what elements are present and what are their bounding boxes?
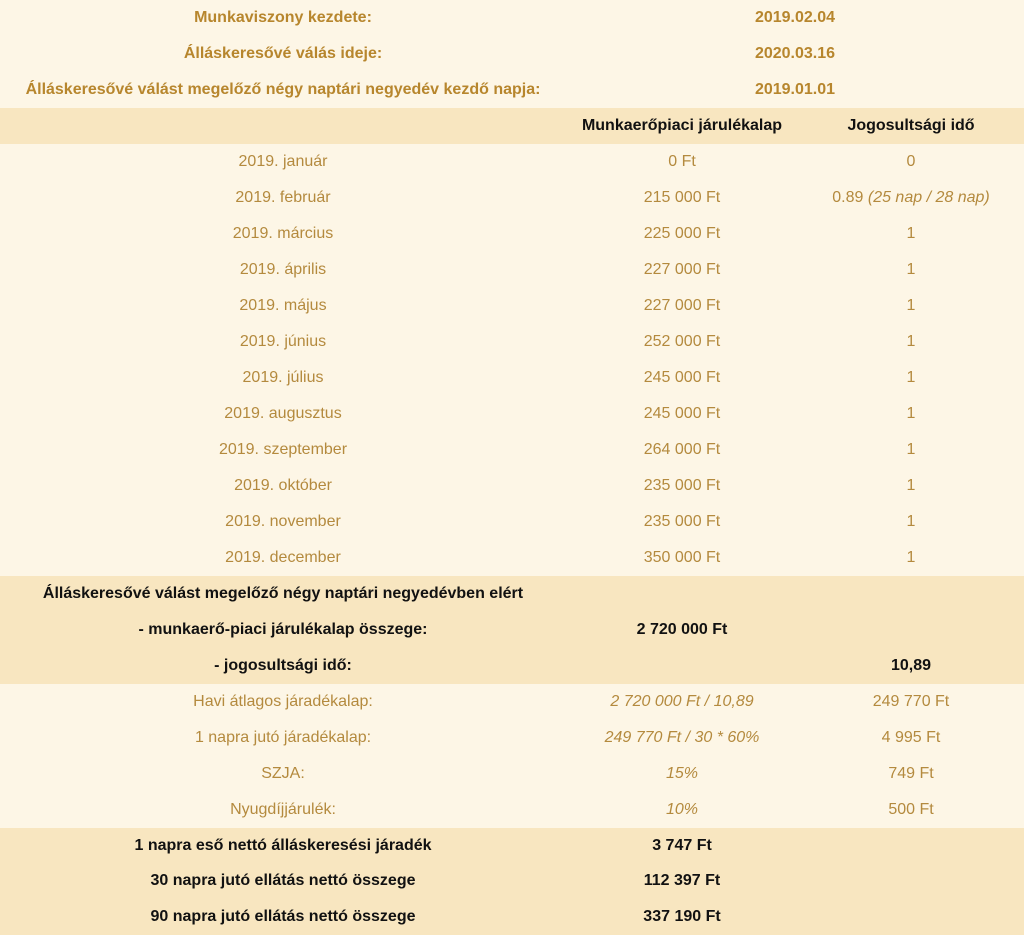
calc-label: Nyugdíjjárulék: — [230, 801, 336, 818]
month-cell: 2019. április — [239, 261, 327, 278]
calc-label: Havi átlagos járadékalap: — [193, 693, 373, 710]
calc-formula: 2 720 000 Ft / 10,89 — [610, 693, 754, 710]
summary-entitlement-row — [0, 648, 1024, 684]
month-cell: 2019. március — [232, 225, 334, 242]
final-value: 3 747 Ft — [652, 836, 712, 854]
entitlement-cell — [798, 360, 1024, 396]
table-row — [0, 540, 1024, 576]
entitlement-cell — [798, 540, 1024, 576]
amount-cell: 215 000 Ft — [643, 189, 721, 206]
entitlement-value: 1 — [906, 477, 916, 494]
entitlement-value: 1 — [906, 225, 916, 242]
summary-heading-row — [0, 576, 1024, 612]
amount-cell: 245 000 Ft — [643, 405, 721, 422]
entitlement-cell — [798, 324, 1024, 360]
amount-cell: 350 000 Ft — [643, 549, 721, 566]
month-cell: 2019. május — [239, 297, 327, 314]
summary-entitlement-label: - jogosultsági idő: — [214, 657, 352, 674]
entitlement-value: 1 — [906, 549, 916, 566]
amount-cell: 227 000 Ft — [643, 261, 721, 278]
table-row — [0, 252, 1024, 288]
month-cell: 2019. január — [238, 153, 328, 170]
header-row-quarter-start — [0, 72, 1024, 108]
calc-result: 749 Ft — [888, 765, 934, 782]
table-row — [0, 144, 1024, 180]
entitlement-value: 1 — [906, 405, 916, 422]
table-row — [0, 288, 1024, 324]
calc-formula: 10% — [665, 801, 699, 818]
entitlement-cell — [798, 144, 1024, 180]
header-label: Álláskeresővé válás ideje: — [183, 45, 383, 62]
summary-contribution-row — [0, 612, 1024, 648]
amount-cell: 227 000 Ft — [643, 297, 721, 314]
column-header-row — [0, 108, 1024, 144]
header-label: Munkaviszony kezdete: — [194, 9, 372, 26]
calc-result: 4 995 Ft — [881, 729, 941, 746]
table-row — [0, 360, 1024, 396]
amount-cell: 235 000 Ft — [643, 477, 721, 494]
final-row-daily — [0, 828, 1024, 864]
final-row-90-days — [0, 899, 1024, 935]
month-cell: 2019. augusztus — [224, 405, 342, 422]
table-row — [0, 504, 1024, 540]
header-label: Álláskeresővé válást megelőző négy naptári negyedév kezdő napja: — [25, 81, 541, 98]
final-label: 1 napra eső nettó álláskeresési járadék — [134, 836, 432, 854]
entitlement-cell — [798, 180, 1024, 216]
entitlement-cell — [798, 216, 1024, 252]
table-row — [0, 396, 1024, 432]
final-row-30-days — [0, 864, 1024, 900]
calc-formula: 15% — [665, 765, 699, 782]
summary-contribution-label: - munkaerő-piaci járulékalap összege: — [138, 621, 428, 638]
header-row-employment-start — [0, 0, 1024, 36]
final-label: 90 napra jutó ellátás nettó összege — [150, 907, 416, 925]
header-value: 2019.01.01 — [754, 81, 836, 98]
calc-label: SZJA: — [261, 765, 305, 782]
header-row-jobseeker-date — [0, 36, 1024, 72]
calc-label: 1 napra jutó járadékalap: — [194, 729, 372, 746]
table-row — [0, 468, 1024, 504]
summary-contribution-value: 2 720 000 Ft — [636, 621, 728, 638]
calculation-row — [0, 720, 1024, 756]
table-row — [0, 216, 1024, 252]
calc-result: 500 Ft — [888, 801, 934, 818]
summary-heading: Álláskeresővé válást megelőző négy naptári negyedévben elért — [42, 585, 524, 602]
month-cell: 2019. szeptember — [218, 441, 348, 458]
month-cell: 2019. október — [234, 477, 332, 494]
column-header-entitlement: Jogosultsági idő — [847, 117, 975, 134]
calc-formula: 249 770 Ft / 30 * 60% — [604, 729, 760, 746]
entitlement-cell — [798, 252, 1024, 288]
column-header-contribution: Munkaerőpiaci járulékalap — [581, 117, 783, 134]
entitlement-cell — [798, 468, 1024, 504]
entitlement-cell — [798, 504, 1024, 540]
entitlement-value: 1 — [906, 261, 916, 278]
summary-entitlement-value: 10,89 — [890, 657, 932, 674]
entitlement-value: 1 — [906, 297, 916, 314]
amount-cell: 252 000 Ft — [643, 333, 721, 350]
entitlement-value: 0.89 — [832, 189, 864, 206]
month-cell: 2019. február — [235, 189, 331, 206]
entitlement-value: 1 — [906, 369, 916, 386]
calc-result: 249 770 Ft — [872, 693, 950, 710]
table-row — [0, 324, 1024, 360]
amount-cell: 225 000 Ft — [643, 225, 721, 242]
calculation-row — [0, 792, 1024, 828]
entitlement-cell — [798, 396, 1024, 432]
final-label: 30 napra jutó ellátás nettó összege — [150, 872, 416, 890]
column-header-empty — [0, 108, 566, 144]
entitlement-value: 1 — [906, 441, 916, 458]
entitlement-value: 0 — [906, 153, 916, 170]
month-cell: 2019. november — [225, 513, 341, 530]
month-cell: 2019. június — [239, 333, 327, 350]
table-row — [0, 180, 1024, 216]
entitlement-cell — [798, 288, 1024, 324]
calculation-row — [0, 684, 1024, 720]
calculation-row — [0, 756, 1024, 792]
amount-cell: 245 000 Ft — [643, 369, 721, 386]
amount-cell: 0 Ft — [668, 153, 696, 170]
entitlement-value: 1 — [906, 333, 916, 350]
entitlement-value: 1 — [906, 513, 916, 530]
header-value: 2020.03.16 — [754, 45, 836, 62]
final-value: 337 190 Ft — [643, 907, 721, 925]
amount-cell: 264 000 Ft — [643, 441, 721, 458]
table-row — [0, 432, 1024, 468]
final-value: 112 397 Ft — [643, 872, 721, 890]
month-cell: 2019. július — [242, 369, 324, 386]
entitlement-cell — [798, 432, 1024, 468]
header-value: 2019.02.04 — [754, 9, 836, 26]
amount-cell: 235 000 Ft — [643, 513, 721, 530]
entitlement-note: (25 nap / 28 nap) — [867, 189, 990, 206]
month-cell: 2019. december — [225, 549, 341, 566]
